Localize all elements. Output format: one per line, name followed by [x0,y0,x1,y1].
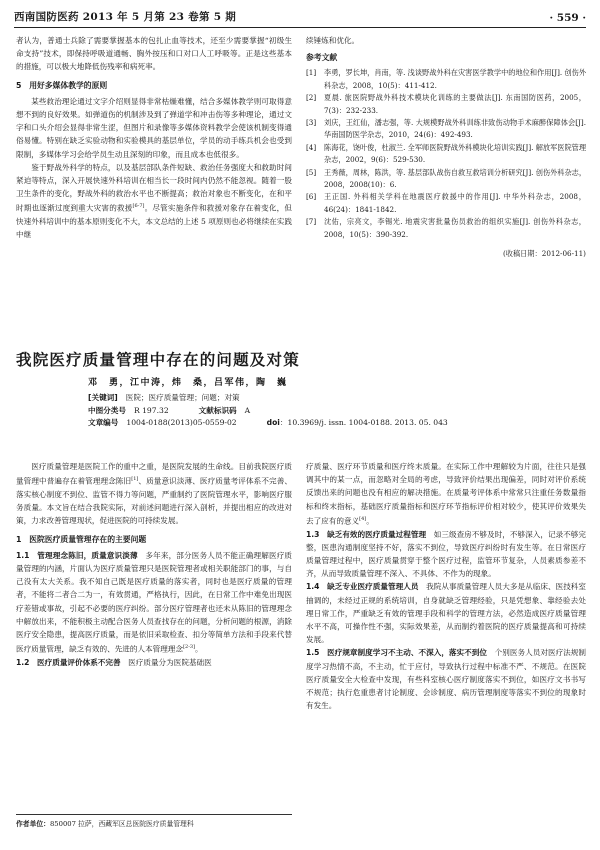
article-right-column [306,460,586,840]
reference-list [306,67,586,241]
subsection-text: 如三级查房不够及时，不够深入，记录不够完整，医患沟通制度坚持不好，落实不到位，导致医疗纠纷时有发生等。在日常医疗质量管理过程中，医疗质量贯穿于整个医疗过程，监管环节复杂，人员素质参差不齐，从而导致质量管理不深入、不具体、不作为的现象。 [306,529,586,579]
section-heading: 5 用好多媒体教学的原则 [16,80,108,90]
citation: [1] [131,476,139,483]
journal-name: 西南国防医药 2013 年 5 月第 23 卷第 5 期 [14,11,237,23]
article-authors: 邓 勇，江中涛，炜 桑，吕军伟，陶 巍 [88,378,288,388]
author-affiliation-footnote [16,814,292,828]
subsection-text: 。 [195,644,203,654]
paragraph [16,161,292,242]
citation: [6-7] [132,203,145,210]
reference-number: [1] [306,68,317,78]
subsection-heading: 1.4 缺乏专业医疗质量管理人员 [306,582,419,592]
paragraph-text: 。 [366,516,374,526]
reference-text: 陈海花，饶叶俊，杜淑兰. 全军师医院野战外科模块化培训实践[J]. 解放军医院管理杂志，2002，9(6)：529-530. [324,142,586,165]
citation: [4] [359,515,367,522]
subsection [306,580,586,646]
reference-item [306,92,586,117]
doc-code-label: 文献标识码 [198,405,237,415]
previous-article-left-column [16,34,292,330]
reference-text: 王秀薇，周林，陈洪，等. 基层部队战伤自救互救培训分析研究[J]. 创伤外科杂志，2008，2008(10)：6. [324,167,586,190]
subsection-text: 多年来，部分医务人员不能正确理解医疗质量管理的内涵，片面认为医疗质量管理只是医院管理者或相关职能部门的事，与自己没有太大关系。我不知自己既是医疗质量的落实者，同时也是医疗质量的管理者，不能将二者合二为一，有效贯通，严格执行，因此，在日常工作中难免出现医疗差错或事故，引起不必要的医疗纠纷。部分医疗管理者也还未从陈旧的管理理念中解放出来，不能积极主动配合医务人员查找存在的问题，分析问题的根源，消除医疗安全隐患，提高医疗质量，而是依旧采取检查、扣分等简单方法和手段来代替医疗质量管理，缺乏有效的、先进的人本管理理念 [16,550,292,654]
paragraph-text: 疗质量、医疗环节质量和医疗终末质量。在实际工作中理解较为片面，往往只是强调其中的某一点，而忽略对全局的考虑，导致评价结果出现偏差，同时对评价系统反馈出来的问题也没有相应的解决措施。在质量考评体系中常常只注重任务数量指标和终末指标，基础医疗质量指标和医疗环节指标评价相对较少，使其评价效果失去了应有的意义 [306,462,586,526]
section-heading: 1 医院医疗质量管理存在的主要问题 [16,534,147,544]
doi-label: doi [266,418,280,428]
article-number-row [88,417,588,430]
reference-text: 李勇，罗长坤，肖南，等. 浅谈野战外科在灾害医学教学中的地位和作用[J]. 创伤外科杂志，2008，10(5)：411-412. [324,68,586,90]
subsection-heading: 1.5 医疗规章制度学习不主动、不深入，落实不到位 [306,648,488,658]
reference-text: 王正国. 外科相关学科在地震医疗救援中的作用[J]. 中华外科杂志，2008，46(24)：1841-1842. [324,192,586,214]
previous-article-right-column [306,34,586,334]
received-date: (收稿日期：2012-06-11) [503,249,586,259]
clc-number: R 197.32 [133,405,169,415]
page-number: · 559 · [549,12,586,24]
subsection [16,656,292,669]
citation: [2-3] [183,644,196,651]
paragraph [16,460,292,528]
running-header [14,6,586,28]
footnote-label: 作者单位： [16,820,50,828]
classification-row [88,405,588,418]
reference-item [306,117,586,142]
keywords-label: [关键词] [88,393,118,402]
keywords-row [88,392,588,405]
references-heading: 参考文献 [306,53,338,63]
reference-item [306,216,586,241]
article-number: 1004-0188(2013)05-0559-02 [126,418,237,428]
paragraph: 续锤炼和优化。 [306,36,360,45]
doc-code: A [244,405,251,415]
reference-text: 刘庆，王红仙，潘志强，等. 大规模野战外科训练非致伤动物手术麻醉保障体会[J]. 华南国防医学杂志，2010，24(6)：492-493. [324,118,586,140]
subsection [306,528,586,581]
subsection-text: 个别医务人员对医疗法规制度学习热情不高，不主动，忙于应付，导致执行过程中标准不严、不规范。在医院医疗质量安全大检查中发现，有些科室核心医疗制度落实不到位，如医疗文书书写不规范；执行危重患者讨论制度、会诊制度、病历管理制度等落实不到位的现象时有发生。 [306,648,586,711]
subsection-heading: 1.2 医疗质量评价体系不完善 [16,657,121,667]
reference-item [306,67,586,92]
subsection-heading: 1.1 管理理念陈旧，质量意识淡薄 [16,550,138,560]
paragraph: 者认为，普通士兵除了需要掌握基本的包扎止血等技术，还至少需要掌握“初级生命支持”技术，即保持呼吸道通畅、胸外按压和口对口人工呼吸等。正是这些基本的措施，可以极大地降低伤残率和病死率。 [16,36,292,72]
subsection-text: 医疗质量分为医院基础医 [128,657,212,667]
reference-item [306,167,586,192]
reference-item [306,191,586,216]
reference-number: [4] [306,142,317,152]
reference-number: [7] [306,217,317,227]
reference-item [306,142,586,167]
article-metadata [88,392,588,430]
clc-label: 中图分类号 [88,405,126,415]
reference-text: 夏晨. 旅医院野战外科技术模块化训练的主要做法[J]. 东南国防医药，2005，7(3)：232-233. [324,93,586,115]
reference-number: [6] [306,192,317,202]
paragraph-text: 医疗质量管理是医院工作的重中之重，是医院发展的生命线。目前我院医疗质量管理中普遍存在着管理理念陈旧 [16,462,292,486]
paragraph-text: 鉴于野战外科学的特点，以及基层部队条件短缺、救治任务强度大和救助时间紧迫等特点，深入开展快速外科培训在相当长一段时间内仍然不能忽视。随着一股卫生条件的变化，野战外科的救治水平也不断提高；救治对象也不断变化，在和平时期也逐渐过度到重大灾害的救援 [16,162,292,213]
paragraph-text: 。尽管实施条件和救援对象存在着变化，但快速外科培训中的基本原则变化不大，本文总结的上述 5 项原则也必将继续在实践中继 [16,203,292,240]
article-title: 我院医疗质量管理中存在的问题及对策 [16,351,300,369]
doi: ：10.3969/j. issn. 1004-0188. 2013. 05. 043 [279,418,448,428]
paragraph [306,460,586,528]
paragraph: 某些救治理论通过文字介绍则显得非常枯燥难懂，结合多媒体教学则可取得意想不到的良好效果。如弹道伤的机制涉及到了弹道学和冲击伤等多种理论，通过文字和口头介绍会显得非常生涩，但图片和录像等多媒体资料教学会使该机制变得通俗易懂。特别在缺乏实验动物和实验模具的基层单位，学员的动手练兵机会也受到限制，多媒体学习会给学员生动且深刻的印象，而且成本也低很多。 [16,96,292,159]
paragraph-text: 、质量意识淡薄、医疗质量考评体系不完善、落实核心制度不到位、监管不得力等问题，严重制约了医院管理水平，影响医疗服务质量。本文旨在结合我院实际，对前述问题进行深入剖析，并提出相应的改进对策，力求改善管理现状，促进医院的可持续发展。 [16,476,292,526]
footnote-text: 850007 拉萨，西藏军区总医院医疗质量管理科 [49,820,194,828]
reference-text: 沈佑，宗亮文，李锡光. 地震灾害批量伤员救治的组织实施[J]. 创伤外科杂志，2008，10(5)：390-392. [324,217,586,239]
reference-number: [2] [306,93,317,103]
article-number-label: 文章编号 [88,418,119,428]
keywords: 医院；医疗质量管理；问题；对策 [125,393,240,402]
reference-number: [5] [306,167,317,177]
article-left-column [16,460,292,812]
reference-number: [3] [306,118,317,128]
subsection [306,646,586,712]
subsection [16,549,292,656]
subsection-text: 我院从事质量管理人员大多是从临床、医技科室抽调的，未经过正规的系统培训，自身就缺乏管理经验，只是凭想象、靠经验去处理日常工作，严重缺乏有效的管理手段和科学的管理方法，必然造成医疗质量管理水平不高，可操作性不强，实际效果差，从而制约着医院的医疗质量提高和可持续发展。 [306,582,586,645]
subsection-heading: 1.3 缺乏有效的医疗质量过程管理 [306,529,427,539]
